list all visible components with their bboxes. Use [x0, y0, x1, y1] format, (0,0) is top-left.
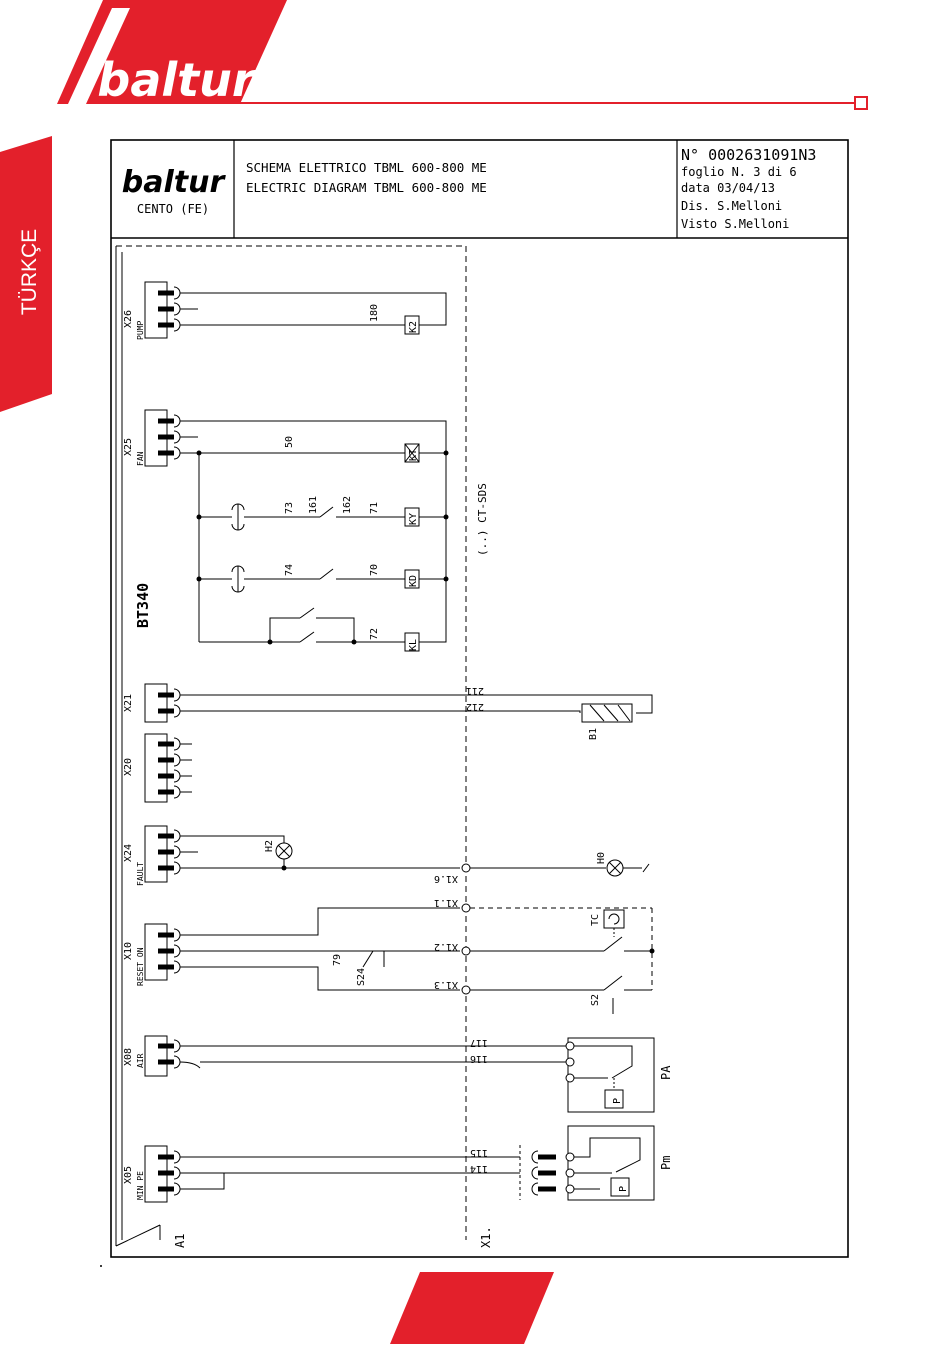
terminal-X1-3: X1.3	[433, 979, 458, 990]
board-bottom-slant	[116, 1225, 160, 1246]
wire-number-114: 114	[469, 1163, 488, 1174]
contact-KD-161-162	[320, 507, 333, 517]
terminal-strip-label: X1.	[479, 1226, 493, 1248]
document-number: N° 0002631091N3	[681, 146, 817, 164]
connector-X26-label: X26	[123, 309, 134, 328]
switch-S24	[363, 951, 373, 967]
wire-min-pe	[180, 1173, 224, 1189]
wire-number-71: 71	[369, 501, 380, 514]
connector-Pm-plug	[532, 1151, 556, 1195]
label-B1: B1	[588, 727, 599, 740]
wire-number-50: 50	[284, 435, 295, 448]
label-KY: KY	[408, 512, 419, 525]
wire-number-161-a: 161	[308, 495, 319, 514]
connector-X26-name: PUMP	[136, 320, 145, 340]
label-KT: KT	[408, 448, 419, 461]
connector-X05	[145, 1146, 180, 1202]
connector-X20-label: X20	[123, 757, 134, 776]
connector-X08-name: AIR	[136, 1053, 145, 1068]
wire-pump-n	[180, 293, 446, 325]
wire-212	[180, 711, 580, 713]
connector-X05-label: X05	[123, 1165, 134, 1184]
wire-79	[180, 967, 460, 990]
contact-KD-13-14	[300, 632, 314, 642]
connector-X20	[145, 734, 180, 802]
drawing-frame	[111, 140, 848, 1257]
connector-X24-label: X24	[123, 843, 134, 862]
wire-116-start	[180, 1062, 200, 1068]
title-block-logo: baltur	[121, 165, 225, 200]
ct-sds-note: (..) CT-SDS	[476, 483, 489, 556]
header-branding	[57, 0, 867, 109]
label-PA: PA	[659, 1065, 673, 1080]
terminal-X1-2: X1.2	[433, 941, 458, 952]
wire-number-74: 74	[284, 563, 295, 576]
drawing-date: data 03/04/13	[681, 181, 775, 195]
thermostat-TC-symbol	[604, 910, 624, 928]
footer-dot	[100, 1265, 102, 1267]
thermostat-TC	[604, 937, 622, 951]
wire-number-73: 73	[284, 501, 295, 514]
connector-X24	[145, 826, 180, 882]
side-tab-label: TÜRKÇE	[18, 228, 41, 316]
header-brand-logo: baltur	[97, 53, 255, 107]
connector-X26	[145, 282, 180, 338]
label-H0: H0	[596, 851, 607, 864]
contact-KY-161-162	[320, 569, 333, 579]
wire-number-180: 180	[369, 303, 380, 322]
schematic-labels	[123, 304, 673, 1248]
connector-X08-label: X08	[123, 1047, 134, 1066]
connector-X25-label: X25	[123, 437, 134, 456]
label-H2: H2	[264, 839, 275, 852]
title-block	[111, 140, 848, 238]
wire-reset-l	[180, 908, 460, 935]
label-Pm: Pm	[659, 1155, 673, 1170]
connector-X25	[145, 410, 180, 466]
label-TC: TC	[590, 913, 601, 926]
title-english: ELECTRIC DIAGRAM TBML 600-800 ME	[246, 180, 487, 195]
label-KD: KD	[408, 574, 419, 587]
pressure-switch-PA	[568, 1038, 654, 1112]
connector-X08	[145, 1036, 180, 1076]
connector-X10	[145, 924, 180, 980]
sheet-number: foglio N. 3 di 6	[681, 165, 797, 179]
label-S2: S2	[590, 993, 601, 1006]
switch-S2	[604, 976, 622, 990]
label-K2: K2	[408, 320, 419, 333]
wire-number-72: 72	[369, 627, 380, 640]
terminal-X1-1: X1.1	[433, 897, 458, 908]
footer-red-shape	[390, 1272, 554, 1344]
drawn-by: Dis. S.Melloni	[681, 199, 783, 213]
wire-number-70: 70	[369, 563, 380, 576]
label-P-air: P	[612, 1097, 623, 1104]
connector-X05-name: MIN PE	[136, 1171, 145, 1200]
connector-X24-name: FAULT	[136, 861, 145, 886]
label-P-min: P	[618, 1185, 629, 1192]
connector-X10-label: X10	[123, 941, 134, 960]
wire-211	[180, 695, 652, 713]
wire-number-115: 115	[469, 1147, 488, 1158]
wire-number-79: 79	[332, 953, 343, 966]
label-KL: KL	[408, 638, 419, 651]
connector-X21-label: X21	[123, 693, 134, 712]
board-ref-label: A1	[173, 1233, 187, 1248]
connector-X25-name: FAN	[136, 451, 145, 466]
checked-by: Visto S.Melloni	[681, 217, 790, 231]
wiring-schematic	[116, 246, 655, 1246]
title-block-location: CENTO (FE)	[136, 202, 210, 216]
contact-KY-13-14	[300, 608, 314, 618]
board-label: BT340	[134, 582, 152, 628]
header-rule-end-square	[855, 97, 867, 109]
wire-number-211: 211	[465, 685, 484, 696]
connector-X21	[145, 684, 180, 722]
title-italian: SCHEMA ELETTRICO TBML 600-800 ME	[246, 160, 487, 175]
wire-number-162-a: 162	[342, 495, 353, 514]
connector-X10-name: RESET ON	[136, 947, 145, 986]
language-side-tab	[0, 136, 52, 412]
wire-number-117: 117	[469, 1037, 488, 1048]
wire-number-212: 212	[465, 701, 484, 712]
label-S24: S24	[356, 967, 367, 986]
terminal-X1-6: X1.6	[433, 873, 458, 884]
wire-number-116: 116	[469, 1053, 488, 1064]
